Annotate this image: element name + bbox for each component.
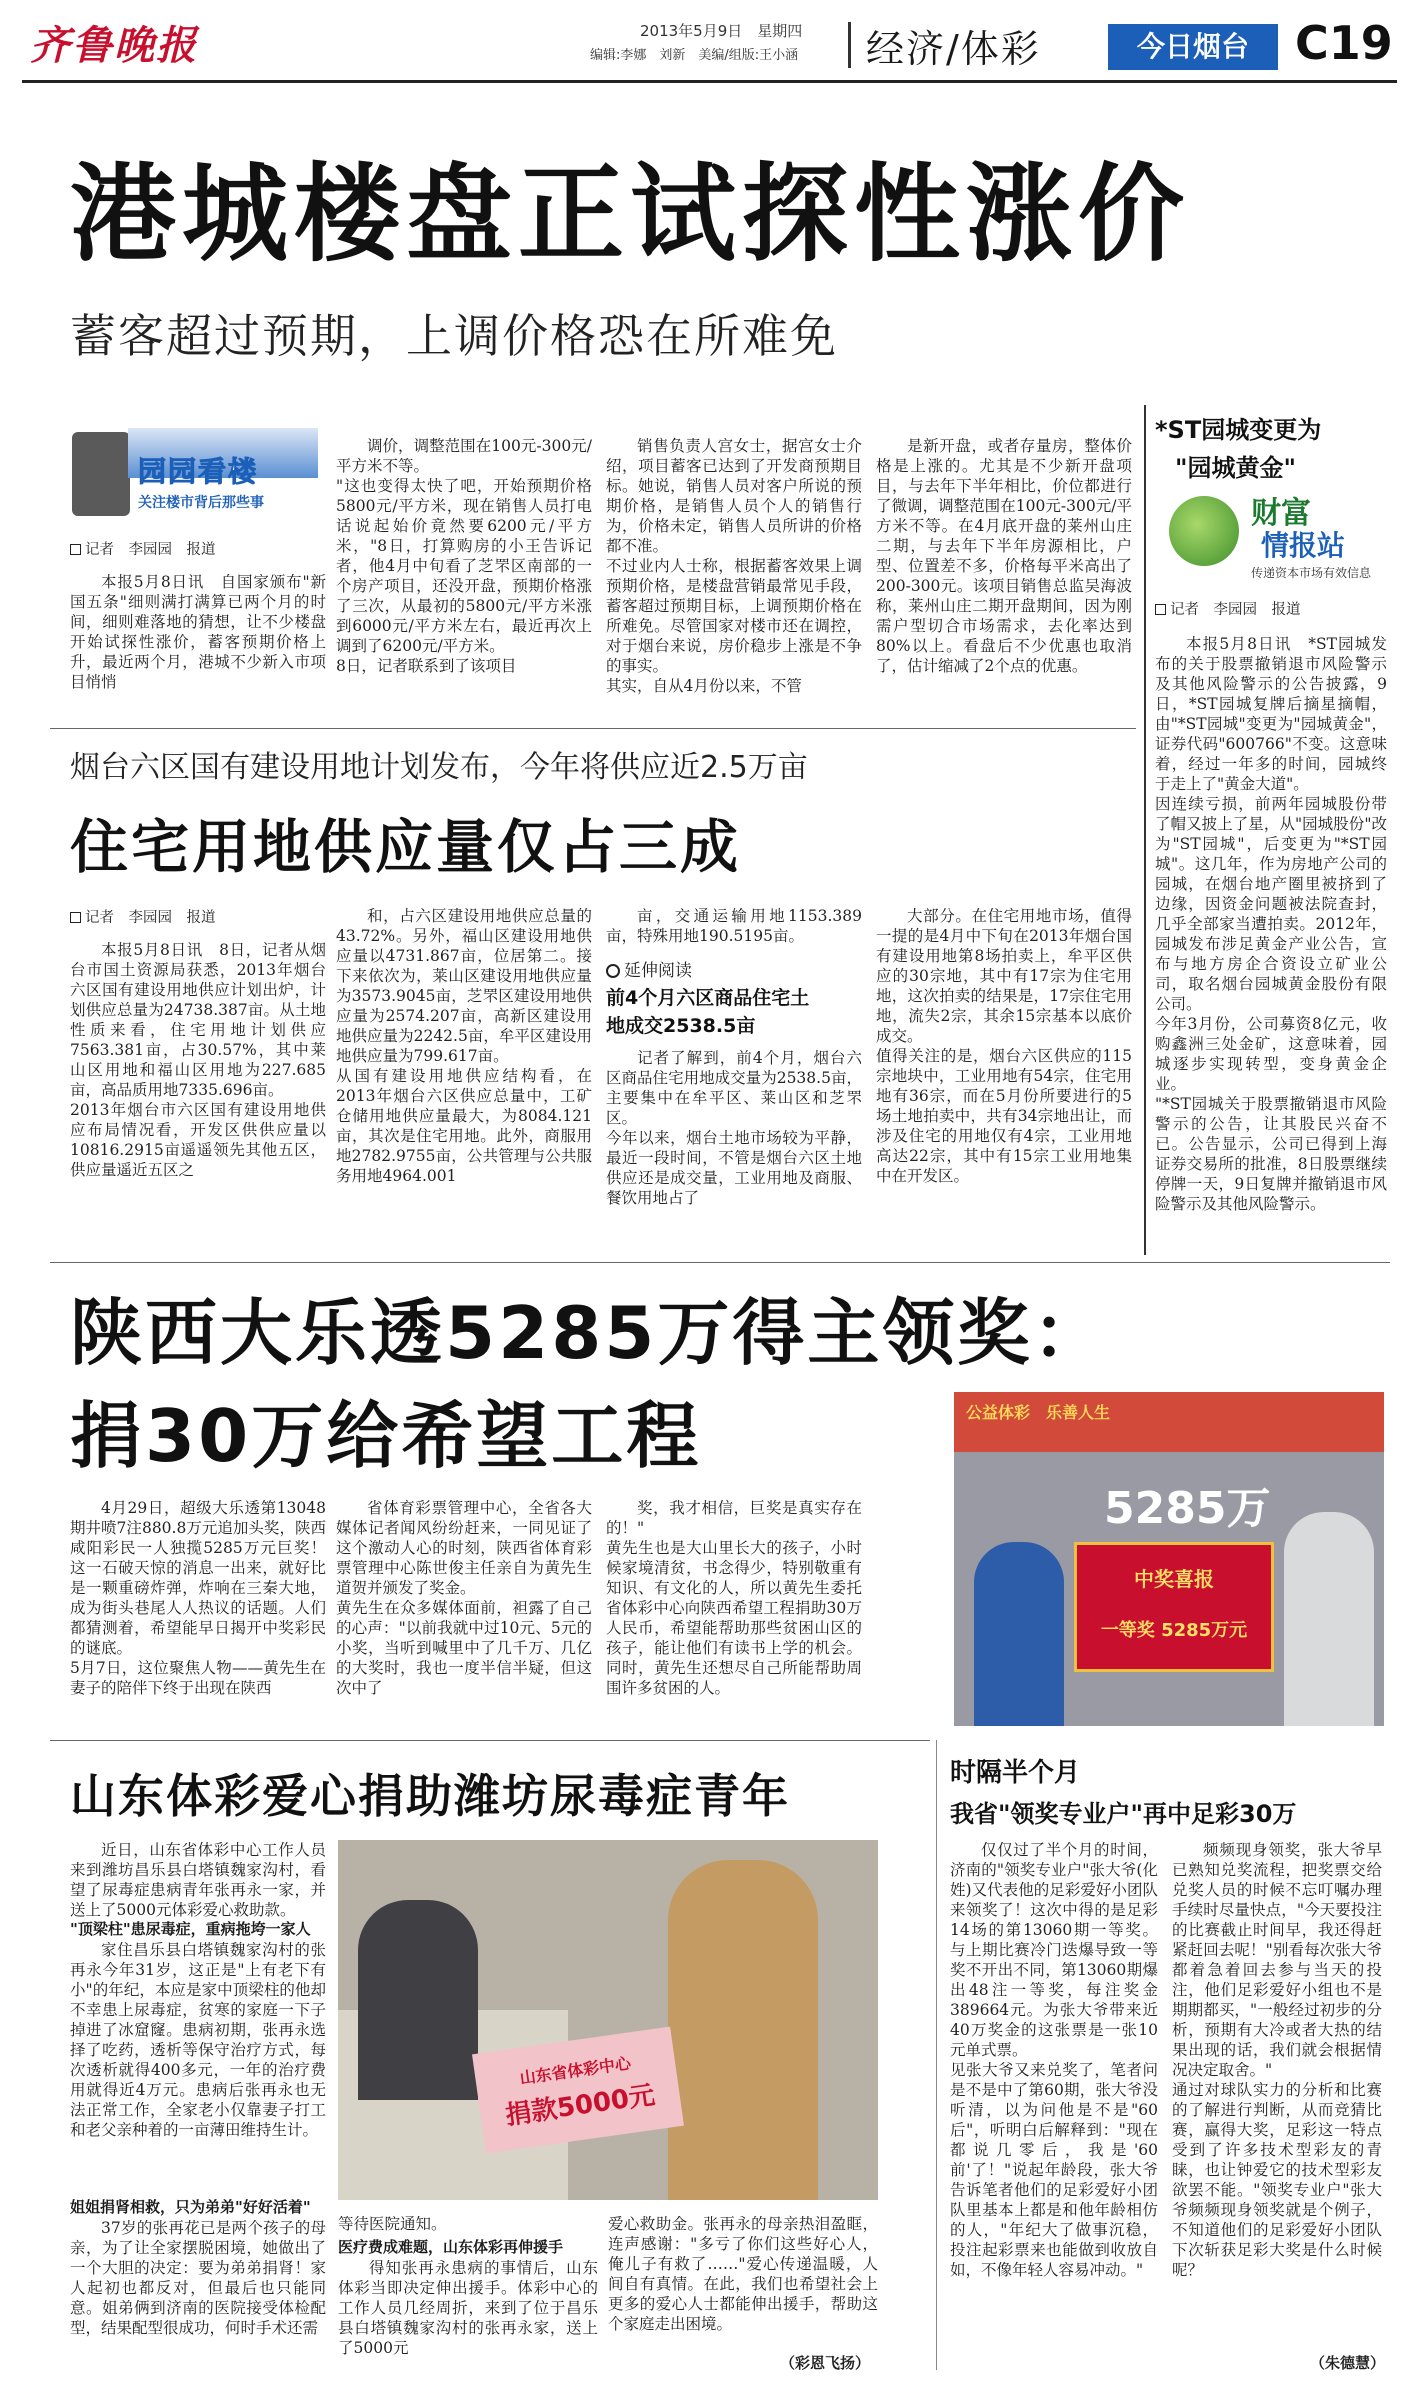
story1-col2: 调价，调整范围在100元-300元/平方米不等。 "这也变得太快了吧，开始预期价格5800元/平方米，现在销售人员打电话说起始价竟然要6200元/平方米，"8日，打算购房的小王告诉记者，他4月中旬看了芝罘区南部的一个房产项目，还没开盘，预期价格涨了三次，从最初的5800元/平方米涨到6000元/平方米左右，最近再次上调到了6200元/平方米。 8日，记者联系到了该项目 <box>336 437 592 675</box>
photo-sign-line1: 山东省体彩中心 <box>518 2053 633 2088</box>
photo-woman <box>668 1860 818 2200</box>
story3-col1: 4月29日，超级大乐透第13048期井喷7注880.8万元追加头奖，陕西咸阳彩民一人独揽5285万元巨奖！这一石破天惊的消息一出来，就好比是一颗重磅炸弹，炸响在三秦大地，成为街头巷尾人人热议的话题。人们都猜测着，希望能早日揭开中奖彩民的谜底。 5月7日，这位聚焦人物——黄先生在妻子的陪伴下终于出现在陕西 <box>70 1499 326 1697</box>
photo-big-number: 5285万 <box>1104 1483 1271 1534</box>
story5-col1: 仅仅过了半个月的时间，济南的"领奖专业户"张大爷(化姓)又代表他的足彩爱好小团队来领奖了！这次中得的是足彩14场的第13060期一等奖。与上期比赛冷门迭爆导致一等奖不开出不同，第13060期爆出48注一等奖，每注奖金389664元。为张大爷带来近40万奖金的这张票是一张10元单式票。 见张大爷又来兑奖了，笔者问是不是中了第60期，张大爷没听清，以为问他是不是"60后"，听明白后解释到："现在都说几零后，我是'60前'了！"说起年龄段，张大爷告诉笔者他们的足彩爱好小团队里基本上都是和他年龄相仿的人，"年纪大了做事沉稳，投注起彩票来也能做到收放自如，不像年轻人容易冲动。" <box>950 1841 1158 2279</box>
sidebar-text: 本报5月8日讯 *ST园城发布的关于股票撤销退市风险警示及其他风险警示的公告披露，9日，*ST园城复牌后摘星摘帽，由"*ST园城"变更为"园城黄金"，证券代码"600766"不变。这意味着，经过一年多的时间，园城终于走上了"黄金大道"。 因连续亏损，前两年园城股份带了帽又披上了星，从"园城股份"改为"ST园城"，后变更为"*ST园城"。这几年，作为房地产公司的园城，在烟台地产圈里被挤到了边缘，因资金问题被法院查封，几乎全部家当遭拍卖。2012年，园城发布涉足黄金产业公告，宣布与地方房企合资设立矿业公司，取名烟台园城黄金股份有限公司。 今年3月份，公司募资8亿元，收购鑫洲三处金矿，这意味着，园城逐步实现转型，变身黄金企业。 "*ST园城关于股票撤销退市风险警示的公告，让其股民兴奋不已。公告显示，公司已得到上海证券交易所的批准，8日股票继续停牌一天，9日复牌并撤销退市风险警示及其他风险警示。 <box>1155 635 1387 1213</box>
photo-man <box>358 1900 478 2100</box>
sidebar-logo <box>1165 488 1390 584</box>
story5-kicker: 时隔半个月 <box>950 1758 1081 1788</box>
header-editors: 编辑:李娜 刘新 美编/组版:王小涵 <box>590 48 799 63</box>
story4-col1c: 37岁的张再花已是两个孩子的母亲，为了让全家摆脱困境，她做出了一个大胆的决定：要为弟弟捐肾！家人起初也都反对，但最后也只能同意。姐弟俩到济南的医院接受体检配型，结果配型很成功，何时手术还需 <box>70 2219 326 2337</box>
story4-col2a: 等待医院通知。 <box>338 2215 447 2233</box>
story2-byline: 记者 李园园 报道 <box>70 906 216 927</box>
story5-credit: （朱德慧） <box>1310 2354 1386 2372</box>
sidebar-byline: 记者 李园园 报道 <box>1155 598 1301 619</box>
sidebar-divider <box>1144 405 1146 1255</box>
story2-col4: 大部分。在住宅用地市场，值得一提的是4月中下旬在2013年烟台国有建设用地第8场拍卖上，牟平区供应的30宗地，其中有17宗为住宅用地，这次拍卖的结果是，17宗住宅用地，流失2宗，其余15宗基本以底价成交。 值得关注的是，烟台六区供应的115宗地块中，工业用地有54宗，住宅用地有36宗，而在5月份所要进行的5场土地拍卖中，共有34宗地出让，而涉及住宅的用地仅有4宗，工业用地高达22宗，其中有15宗工业用地集中在开发区。 <box>876 907 1132 1185</box>
sidebar-title-2: "园城黄金" <box>1175 454 1297 482</box>
story2-col3b: 记者了解到，前4个月，烟台六区商品住宅用地成交量为2538.5亩，主要集中在牟平区、莱山区和芝罘区。 今年以来，烟台土地市场较为平静，最近一段时间，不管是烟台六区土地供应还是成交量，工业用地及商服、餐饮用地占了 <box>606 1049 862 1207</box>
story5-headline: 我省"领奖专业户"再中足彩30万 <box>950 1800 1297 1828</box>
story4-col3: 爱心救助金。张再永的母亲热泪盈眶，连声感谢："多亏了你们这些好心人，俺儿子有救了……"爱心传递温暖，人间自有真情。在此，我们也希望社会上更多的爱心人士都能伸出援手，帮助这个家庭走出困境。 <box>608 2215 878 2333</box>
header-date: 2013年5月9日 星期四 <box>640 22 803 40</box>
story1-col1: 本报5月8日讯 自国家颁布"新国五条"细则满打满算已两个月的时间，细则难落地的猜想，让不少楼盘开始试探性涨价，蓄客预期价格上升，最近两个月，港城不少新入市项目悄悄 <box>70 573 326 691</box>
sidebar-logo-tag: 传递资本市场有效信息 <box>1251 566 1372 580</box>
story4-credit: （彩恩飞扬） <box>780 2354 871 2372</box>
sidebar-title-1: *ST园城变更为 <box>1155 416 1322 444</box>
story4-col2b: 得知张再永患病的事情后，山东体彩当即决定伸出援手。体彩中心的工作人员几经周折，来到了位于昌乐县白塔镇魏家沟村的张再永家，送上了5000元 <box>338 2259 598 2357</box>
photo-check-title: 中奖喜报 <box>1134 1567 1214 1591</box>
story3-top-rule <box>50 1262 1390 1263</box>
story1-headline: 港城楼盘正试探性涨价 <box>70 153 1190 276</box>
story2-top-rule <box>50 728 1136 729</box>
column-logo-title: 园园看楼 <box>138 455 259 488</box>
extend-reading-icon <box>606 964 620 978</box>
story1-byline: 记者 李园园 报道 <box>70 538 216 559</box>
story2-kicker: 烟台六区国有建设用地计划发布，今年将供应近2.5万亩 <box>70 750 808 785</box>
photo-person-left <box>974 1542 1064 1726</box>
story2-col2: 和，占六区建设用地供应总量的43.72%。另外，福山区建设用地供应量以4731.867亩，位居第二。接下来依次为，莱山区建设用地供应量为3573.9045亩，芝罘区建设用地供应量为2574.207亩，高新区建设用地供应量为2242.5亩，牟平区建设用地供应量为799.617亩。 从国有建设用地供应结构看，在2013年烟台六区供应总量中，工矿仓储用地供应量最大，为8084.121亩，其次是住宅用地。此外，商服用地2782.9755亩，公共管理与公共服务用地4964.001 <box>336 907 592 1185</box>
story4-top-rule <box>50 1740 930 1741</box>
sidebar-logo-main1: 财富 <box>1251 496 1311 531</box>
section-title: 经济/体彩 <box>866 27 1041 71</box>
story1-col3: 销售负责人宫女士，据宫女士介绍，项目蓄客已达到了开发商预期目标。她说，销售人员对客户所说的预期价格，是销售人员个人的销售行为，价格未定，销售人员所讲的价格都不准。 不过业内人士称，根据蓄客效果上调预期价格，是楼盘营销最常见手段，蓄客超过预期目标，上调预期价格在所难免。尽管国家对楼市还在调控，对于烟台来说，房价稳步上涨是不争的事实。 其实，自从4月份以来，不管 <box>606 437 862 695</box>
story4-headline: 山东体彩爱心捐助潍坊尿毒症青年 <box>70 1769 790 1823</box>
story2-headline: 住宅用地供应量仅占三成 <box>70 813 742 881</box>
photo-banner: 公益体彩 乐善人生 <box>954 1392 1384 1452</box>
photo-person-right <box>1284 1512 1374 1726</box>
story3-headline-2: 捐30万给希望工程 <box>70 1394 702 1478</box>
story4-subhead-2: 姐姐捐肾相救，只为弟弟"好好活着" <box>70 2198 311 2216</box>
story4-photo <box>338 1840 878 2200</box>
story4-col1a: 近日，山东省体彩中心工作人员来到潍坊昌乐县白塔镇魏家沟村，看望了尿毒症患病青年张再永一家，并送上了5000元体彩爱心救助款。 <box>70 1841 326 1919</box>
columnist-avatar <box>72 432 130 516</box>
photo-sign-line2: 捐款5000元 <box>503 2080 657 2132</box>
story3-photo <box>954 1392 1384 1726</box>
sidebar-logo-main2: 情报站 <box>1261 529 1346 562</box>
story3-col2: 省体育彩票管理中心，全省各大媒体记者闻风纷纷赶来，一同见证了这个激动人心的时刻，陕西省体育彩票管理中心陈世俊主任亲自为黄先生道贺并颁发了奖金。 黄先生在众多媒体面前，袒露了自己的心声："以前我就中过10元、5元的小奖，当听到喊里中了几千万、几亿的大奖时，我也一度半信半疑，但这次中了 <box>336 1499 592 1697</box>
story5-col2: 频频现身领奖，张大爷早已熟知兑奖流程，把奖票交给兑奖人员的时候不忘叮嘱办理手续时尽量快点，"今天要投注的比赛截止时间早，我还得赶紧赶回去呢！"别看每次张大爷都着急着回去参与当天的投注，他们足彩爱好小组也不是期期都买，"一般经过初步的分析，预期有大冷或者大热的结果出现的话，我们就会根据情况决定取舍。" 通过对球队实力的分析和比赛的了解进行判断，从而竞猜比赛，赢得大奖，足彩这一特点受到了许多技术型彩友的青睐，也让钟爱它的技术型彩友欲罢不能。"领奖专业户"张大爷频频现身领奖就是个例子，不知道他们的足彩爱好小团队下次斩获足彩大奖是什么时候呢？ <box>1172 1841 1382 2279</box>
story3-col3: 奖，我才相信，巨奖是真实存在的！" 黄先生也是大山里长大的孩子，小时候家境清贫，书念得少，特别敬重有知识、有文化的人，所以黄先生委托省体彩中心向陕西希望工程捐助30万人民币，希望能帮助那些贫困山区的孩子，能让他们有读书上学的机会。同时，黄先生还想尽自己所能帮助周围许多贫困的人。 <box>606 1499 862 1697</box>
story3-headline-1: 陕西大乐透5285万得主领奖： <box>70 1291 1108 1375</box>
masthead-logo: 齐鲁晚报 <box>30 22 198 69</box>
story2-col3a: 亩，交通运输用地1153.389亩，特殊用地190.5195亩。 <box>606 907 862 945</box>
story1-subhead: 蓄客超过预期，上调价格恐在所难免 <box>70 309 838 363</box>
story2-col1: 本报5月8日讯 8日，记者从烟台市国土资源局获悉，2013年烟台六区国有建设用地供应计划出炉，计划供应总量为24738.387亩。从土地性质来看，住宅用地计划供应7563.381亩，占30.57%，其中莱山区用地和福山区用地为227.685亩，高品质用地7335.696亩。 2013年烟台市六区国有建设用地供应布局情况看，开发区供供应量以10816.2915亩遥遥领先其他五区，供应量遥近五区之 <box>70 941 326 1179</box>
photo-check-amount: 一等奖 5285万元 <box>1100 1620 1248 1641</box>
story1-col4: 是新开盘，或者存量房，整体价格是上涨的。尤其是不少新开盘项目，与去年下半年相比，价位都进行了微调，调整范围在100元-300元/平方米不等。在4月底开盘的莱州山庄二期，与去年下半年房源相比，户型、位置差不多，价格每平米高出了200-300元。该项目销售总监吴海波称，莱州山庄二期开盘期间，因为刚需户型切合市场需求，去化率达到80%以上。看盘后不少优惠也取消了，估计缩减了2个点的优惠。 <box>876 437 1132 675</box>
page-number: C19 <box>1295 16 1393 70</box>
header-divider <box>848 22 851 68</box>
story4-subhead-3: 医疗费成难题，山东体彩再伸援手 <box>338 2238 564 2256</box>
story2-sidebox-title: 前4个月六区商品住宅土地成交2538.5亩 <box>606 987 810 1037</box>
photo-check-board <box>1074 1542 1274 1672</box>
money-bag-icon <box>1169 496 1239 566</box>
section-badge: 今日烟台 <box>1108 24 1278 70</box>
column-logo-tag: 关注楼市背后那些事 <box>138 495 264 511</box>
story5-divider <box>936 1740 937 2370</box>
story4-subhead-1: "顶梁柱"患尿毒症，重病拖垮一家人 <box>70 1920 311 1938</box>
story2-sidebox-label: 延伸阅读 <box>606 956 692 981</box>
column-logo-box <box>72 428 322 518</box>
header-rule <box>22 80 1397 83</box>
story4-col1b: 家住昌乐县白塔镇魏家沟村的张再永今年31岁，这正是"上有老下有小"的年纪，本应是家中顶梁柱的他却不幸患上尿毒症，贫寒的家庭一下子掉进了冰窟窿。患病初期，张再永选择了吃药，透析等保守治疗方式，每次透析就得400多元，一年的治疗费用就得近4万元。患病后张再永也无法正常工作，全家老小仅靠妻子打工和老父亲种着的一亩薄田维持生计。 <box>70 1941 326 2139</box>
